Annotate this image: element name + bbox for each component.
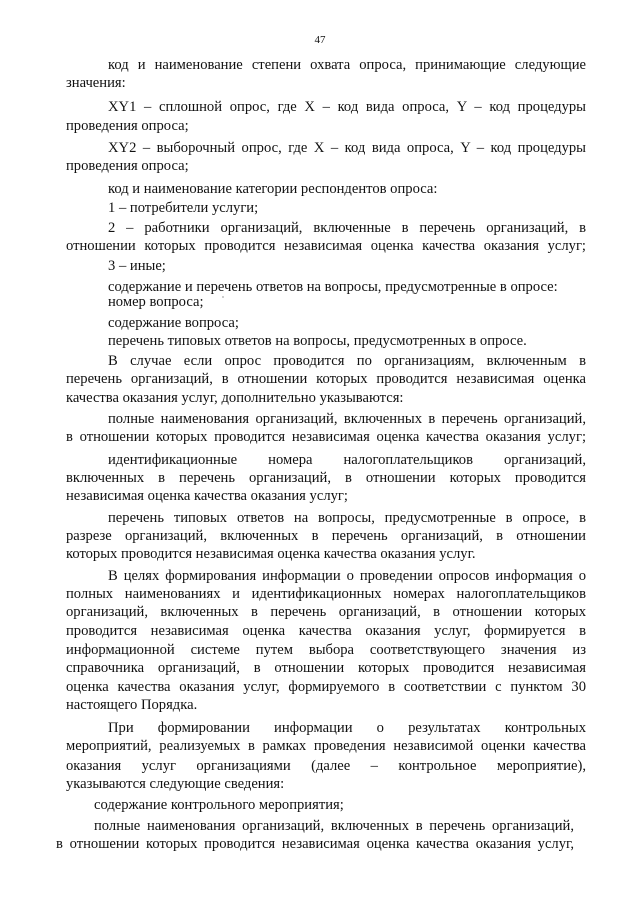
text-line: указываются следующие сведения: [66, 776, 285, 792]
text-line: код и наименование категории респондентов опроса: [108, 181, 438, 197]
text-line: качества оказания услуг, дополнительно указываются: [66, 390, 404, 406]
text-line: отношении которых проводится независимая оценка качества оказания услуг; [66, 238, 586, 254]
text-line: номер вопроса; [108, 294, 204, 310]
text-line: организаций, включенных в перечень организаций, в отношении которых [66, 604, 586, 620]
text-line: информационной системе путем выбора соответствующего значения из [66, 642, 586, 658]
text-line: идентификационные номера налогоплательщиков организаций, [108, 452, 586, 468]
text-line: В случае если опрос проводится по организациям, включенным в [108, 353, 586, 369]
text-line: перечень типовых ответов на вопросы, предусмотренные в опросе, в [108, 510, 586, 526]
text-line: 2 – работники организаций, включенные в перечень организаций, в [108, 220, 586, 236]
text-line: оценка качества оказания услуг, формируемого в соответствии с пунктом 30 [66, 679, 586, 695]
page-number: 47 [314, 34, 326, 46]
text-line: перечень организаций, в отношении которых проводится независимая оценка [66, 371, 586, 387]
text-line: код и наименование степени охвата опроса, принимающие следующие [108, 57, 586, 73]
text-line: независимая оценка качества оказания услуг; [66, 488, 348, 504]
text-line: полных наименованиях и идентификационных номерах налогоплательщиков [66, 586, 586, 602]
text-line: мероприятий, реализуемых в рамках проведения независимой оценки качества [66, 738, 586, 754]
text-line: разрезе организаций, включенных в перечень организаций, в отношении [66, 528, 586, 544]
text-line: XY1 – сплошной опрос, где X – код вида опроса, Y – код процедуры [108, 99, 586, 115]
text-line: содержание вопроса; [108, 315, 239, 331]
text-line: справочника организаций, в отношении которых проводится независимая [66, 660, 586, 676]
text-line: в отношении которых проводится независимая оценка качества оказания услуг; [66, 429, 586, 445]
text-line: перечень типовых ответов на вопросы, предусмотренных в опросе. [108, 333, 527, 349]
text-line: настоящего Порядка. [66, 697, 198, 713]
text-line: проведения опроса; [66, 158, 189, 174]
text-line: содержание и перечень ответов на вопросы, предусмотренные в опросе: [108, 279, 558, 295]
text-line: проводится независимая оценка качества оказания услуг, формируется в [66, 623, 586, 639]
text-line: 3 – иные; [108, 258, 166, 274]
text-line: включенных в перечень организаций, в отношении которых проводится [66, 470, 586, 486]
text-line: В целях формирования информации о проведении опросов информация о [108, 568, 586, 584]
text-line: полные наименования организаций, включенных в перечень организаций, [108, 411, 586, 427]
scan-speck [222, 296, 224, 298]
text-line: значения: [66, 75, 126, 91]
text-line: XY2 – выборочный опрос, где X – код вида опроса, Y – код процедуры [108, 140, 586, 156]
text-line: в отношении которых проводится независимая оценка качества оказания услуг, [56, 836, 574, 852]
text-line: При формировании информации о результатах контрольных [108, 720, 586, 736]
text-line: оказания услуг организациями (далее – контрольное мероприятие), [66, 758, 586, 774]
text-line: которых проводится независимая оценка качества оказания услуг. [66, 546, 476, 562]
text-line: проведения опроса; [66, 118, 189, 134]
text-line: содержание контрольного мероприятия; [94, 797, 344, 813]
text-line: 1 – потребители услуги; [108, 200, 259, 216]
text-line: полные наименования организаций, включенных в перечень организаций, [94, 818, 574, 834]
